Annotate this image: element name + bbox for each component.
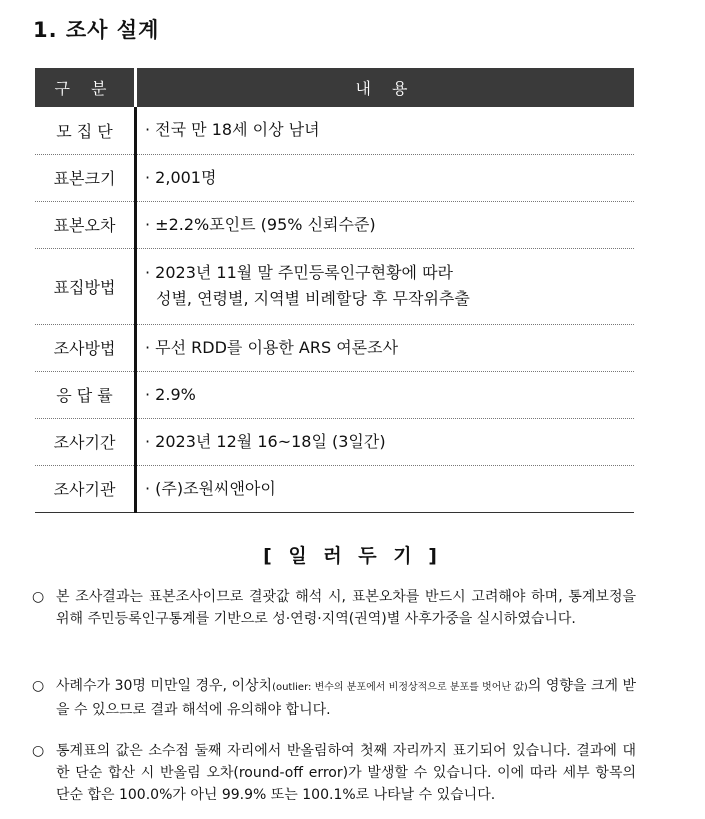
notice-title: [ 일 러 두 기 ] xyxy=(263,545,442,567)
header-category: 구 분 xyxy=(35,68,136,107)
table-row xyxy=(35,107,634,154)
row-label: 응 답 률 xyxy=(35,371,136,418)
row-value: · 2.9% xyxy=(136,371,635,418)
row-label: 표집방법 xyxy=(35,248,136,324)
row-value: · ±2.2%포인트 (95% 신뢰수준) xyxy=(136,201,635,248)
row-value-line: 성별, 연령별, 지역별 비례할당 후 무작위추출 xyxy=(156,289,470,308)
note-item xyxy=(32,675,636,721)
note-text: 통계표의 값은 소수점 둘째 자리에서 반올림하여 첫째 자리까지 표기되어 있습니다. 결과에 대한 단순 합산 시 반올림 오차(round-off error)가 발생할 수 있습니다. 이에 따라 세부 항목의 단순 합은 100.0%가 아닌 99.9% 또는 100.1%로 나타날 수 있습니다. xyxy=(56,743,636,803)
row-label: 조사방법 xyxy=(35,324,136,371)
note-text: 본 조사결과는 표본조사이므로 결괏값 해석 시, 표본오차를 반드시 고려해야 하며, 통계보정을 위해 주민등록인구통계를 기반으로 성·연령·지역(권역)별 사후가중을 실시하였습니다. xyxy=(56,589,636,627)
outlier-definition: (outlier: 변수의 분포에서 비정상적으로 분포를 벗어난 값) xyxy=(272,682,528,693)
section-title: 1. 조사 설계 xyxy=(33,18,160,42)
row-value: · 전국 만 18세 이상 남녀 xyxy=(136,107,635,154)
table-row xyxy=(35,154,634,201)
table-row xyxy=(35,418,634,465)
row-label: 표본오차 xyxy=(35,201,136,248)
note-text-part: 의 영향을 크게 받을 수 있으므로 결과 해석에 유의해야 합니다. xyxy=(56,678,636,718)
bullet-circle-icon: ○ xyxy=(32,589,45,605)
row-label: 조사기간 xyxy=(35,418,136,465)
row-label: 모 집 단 xyxy=(35,107,136,154)
row-label: 조사기관 xyxy=(35,465,136,512)
note-item xyxy=(32,586,636,630)
table-row xyxy=(35,371,634,418)
note-text xyxy=(56,675,636,721)
row-value: · 2,001명 xyxy=(136,154,635,201)
note-text-part: 사례수가 30명 미만일 경우, 이상치 xyxy=(56,678,273,694)
bullet-circle-icon: ○ xyxy=(32,743,45,759)
note-item xyxy=(32,740,636,806)
table-row xyxy=(35,201,634,248)
bullet-circle-icon: ○ xyxy=(32,678,45,694)
row-value: · 무선 RDD를 이용한 ARS 여론조사 xyxy=(136,324,635,371)
table-row xyxy=(35,248,634,324)
header-content: 내 용 xyxy=(136,68,635,107)
table-row xyxy=(35,465,634,512)
row-value: · 2023년 12월 16~18일 (3일간) xyxy=(136,418,635,465)
survey-design-table xyxy=(35,68,634,513)
row-value: · (주)조원씨앤아이 xyxy=(136,465,635,512)
row-label: 표본크기 xyxy=(35,154,136,201)
table-row xyxy=(35,324,634,371)
row-value-line: · 2023년 11월 말 주민등록인구현황에 따라 xyxy=(145,263,453,282)
row-value xyxy=(136,248,635,324)
